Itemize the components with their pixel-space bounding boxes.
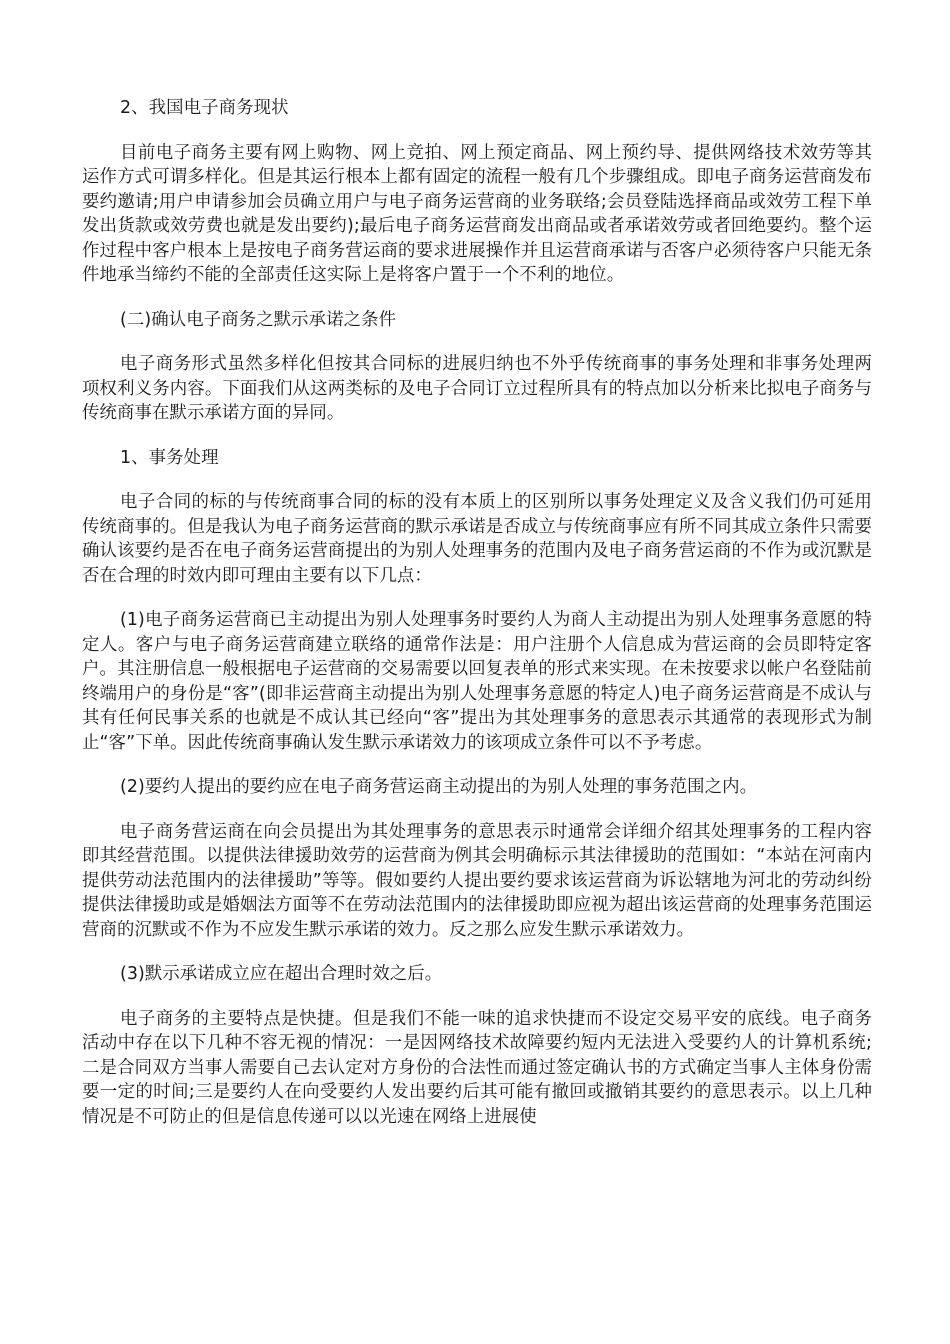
section-heading-current-status: 2、我国电子商务现状 bbox=[120, 98, 289, 118]
section-heading-conditions: (二)确认电子商务之默示承诺之条件 bbox=[120, 309, 397, 330]
paragraph-scope: 电子商务营运商在向会员提出为其处理事务的意思表示时通常会详细介绍其处理事务的工程内容即其经营范围。以提供法律援助效劳的运营商为例其会明确标示其法律援助的范围如：“本站在河南内提供劳动法范围内的法律援助”等等。假如要约人提出要约要求该运营商为诉讼辖地为河北的劳动纠纷提供法律援助或是婚姻法方面等不在劳动法范围内的法律援助即应视为超出该运营商的处理事务范围运营商的沉默或不作为不应发生默示承诺的效力。反之那么应发生默示承诺效力。 bbox=[82, 821, 872, 940]
paragraph-conditions: 电子商务形式虽然多样化但按其合同标的进展归纳也不外乎传统商事的事务处理和非事务处理两项权利义务内容。下面我们从这两类标的及电子合同订立过程所具有的特点加以分析来比拟电子商务与传统商事在默示承诺方面的异同。 bbox=[82, 354, 872, 423]
document-body bbox=[82, 96, 872, 1149]
paragraph-point-1: (1)电子商务运营商已主动提出为别人处理事务时要约人为商人主动提出为别人处理事务意愿的特定人。客户与电子商务运营商建立联络的通常作法是：用户注册个人信息成为营运商的会员即特定客户。其注册信息一般根据电子运营商的交易需要以回复表单的形式来实现。在未按要求以帐户名登陆前终端用户的身份是“客”(即非运营商主动提出为别人处理事务意愿的特定人)电子商务运营商是不成认与其有任何民事关系的也就是不成认其已经向“客”提出为其处理事务的意思表示其通常的表现形式为制止“客”下单。因此传统商事确认发生默示承诺效力的该项成立条件可以不予考虑。 bbox=[82, 610, 872, 753]
section-heading-affairs: 1、事务处理 bbox=[120, 447, 219, 468]
paragraph-point-3: (3)默示承诺成立应在超出合理时效之后。 bbox=[120, 964, 443, 984]
paragraph-point-2: (2)要约人提出的要约应在电子商务营运商主动提出的为别人处理的事务范围之内。 bbox=[120, 777, 758, 797]
paragraph-current-status: 目前电子商务主要有网上购物、网上竞拍、网上预定商品、网上预约导、提供网络技术效劳等其运作方式可谓多样化。但是其运行根本上都有固定的流程一般有几个步骤组成。即电子商务运营商发布要约邀请;用户申请参加会员确立用户与电子商务运营商的业务联络;会员登陆选择商品或效劳工程下单发出货款或效劳费也就是发出要约);最后电子商务运营商发出商品或者承诺效劳或者回绝要约。整个运作过程中客户根本上是按电子商务营运商的要求进展操作并且运营商承诺与否客户必须待客户只能无条件地承当缔约不能的全部责任这实际上是将客户置于一个不利的地位。 bbox=[82, 142, 872, 285]
paragraph-affairs: 电子合同的标的与传统商事合同的标的没有本质上的区别所以事务处理定义及含义我们仍可延用传统商事的。但是我认为电子商务运营商的默示承诺是否成立与传统商事应有所不同其成立条件只需要确认该要约是否在电子商务运营商提出的为别人处理事务的范围内及电子商务营运商的不作为或沉默是否在合理的时效内即可理由主要有以下几点： bbox=[82, 492, 872, 586]
paragraph-speed: 电子商务的主要特点是快捷。但是我们不能一味的追求快捷而不设定交易平安的底线。电子商务活动中存在以下几种不容无视的情况：一是因网络技术故障要约短内无法进入受要约人的计算机系统;二是合同双方当事人需要自己去认定对方身份的合法性而通过签定确认书的方式确定当事人主体身份需要一定的时间;三是要约人在向受要约人发出要约后其可能有撤回或撤销其要约的意思表示。以上几种情况是不可防止的但是信息传递可以以光速在网络上进展使 bbox=[82, 1008, 872, 1127]
